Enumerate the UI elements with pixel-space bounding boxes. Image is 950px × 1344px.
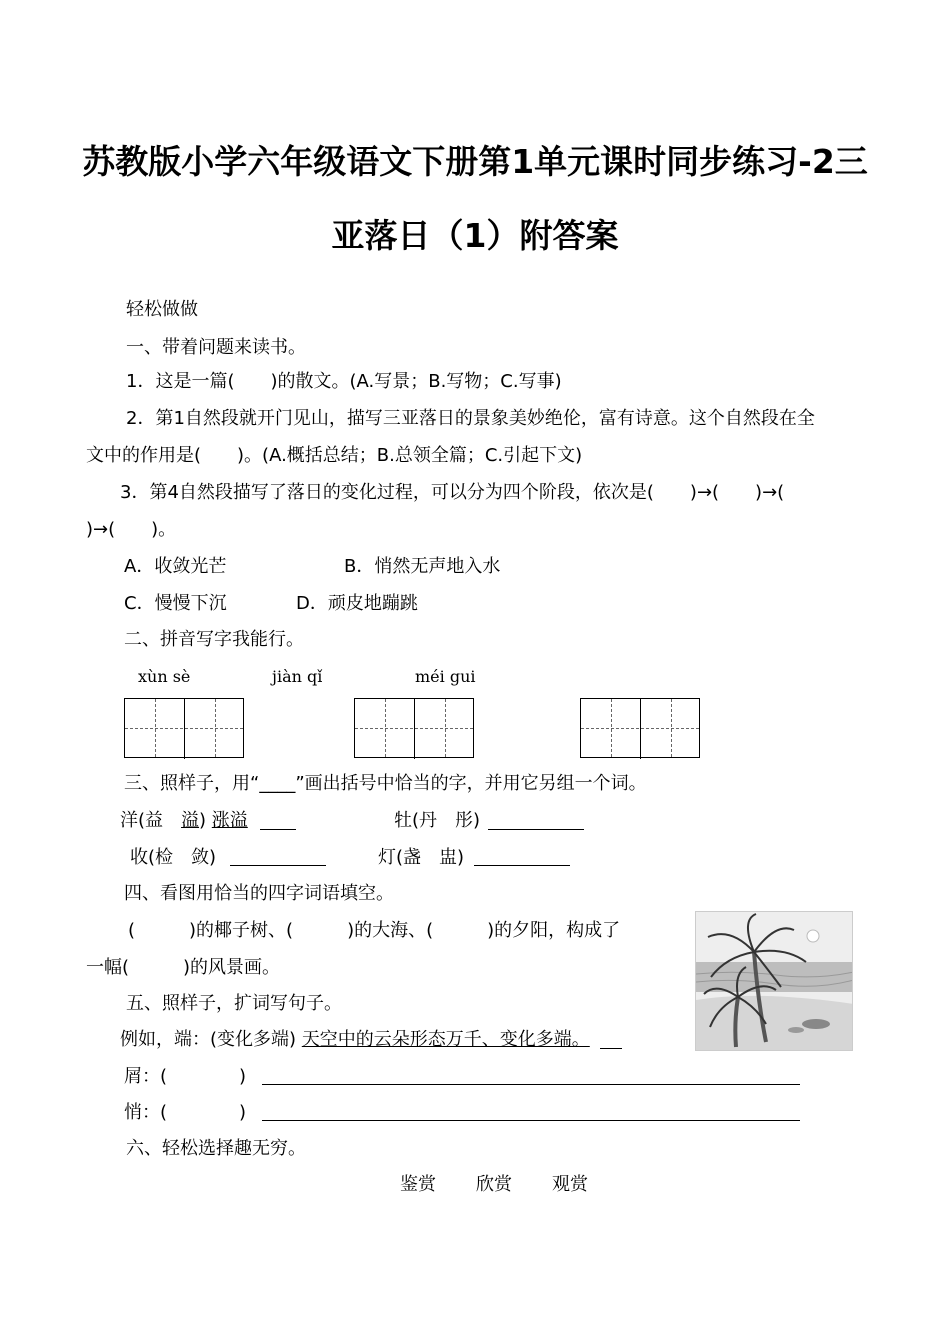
q4-heading: 四、看图用恰当的四字词语填空。 (124, 883, 394, 904)
q4-line-1: ( )的椰子树、( )的大海、( )的夕阳，构成了 (128, 920, 621, 941)
q6-heading: 六、轻松选择趣无穷。 (126, 1138, 306, 1159)
q3-example-1 (120, 810, 248, 832)
q1-item-1: 1．这是一篇( )的散文。(A.写景；B.写物；C.写事) (126, 371, 562, 392)
q1-option-d: D．顽皮地蹦跳 (296, 593, 418, 614)
q5-example (120, 1029, 590, 1051)
writing-grid-2[interactable] (354, 698, 474, 758)
q6-word-1: 鉴赏 (400, 1174, 436, 1195)
q6-word-3: 观赏 (552, 1174, 588, 1195)
q3-example-1-answer: 溢 (181, 810, 200, 831)
page-title-line-2: 亚落日（1）附答案 (331, 216, 619, 255)
q3-item-3: 收(检 敛) (130, 847, 217, 868)
q3-item-4: 灯(盏 盅) (378, 847, 465, 868)
palm-tree-icon (696, 912, 853, 1051)
q1-heading: 一、带着问题来读书。 (126, 337, 306, 358)
q1-item-3-line-2: )→( )。 (86, 519, 177, 540)
pinyin-2: jiàn qǐ (272, 667, 323, 686)
q1-option-c: C．慢慢下沉 (124, 593, 227, 614)
q3-example-1-word: 涨溢 (211, 810, 248, 831)
q5-item-2-blank[interactable] (262, 1120, 800, 1121)
q1-option-b: B．悄然无声地入水 (344, 556, 501, 577)
writing-grid-3[interactable] (580, 698, 700, 758)
q3-example-1-prefix: 洋(益 (120, 810, 182, 831)
q5-item-1: 屑：( ) (124, 1066, 247, 1087)
section-intro: 轻松做做 (126, 299, 198, 320)
q3-item-2-blank[interactable] (488, 829, 584, 830)
q4-line-2: 一幅( )的风景画。 (86, 957, 281, 978)
q5-example-prefix: 例如，端：(变化多端) (120, 1029, 297, 1050)
q1-item-2-line-1: 2．第1自然段就开门见山，描写三亚落日的景象美妙绝伦，富有诗意。这个自然段在全 (126, 408, 815, 429)
q5-item-1-blank[interactable] (262, 1084, 800, 1085)
pinyin-3: méi gui (415, 667, 476, 686)
q1-option-a: A．收敛光芒 (124, 556, 227, 577)
q5-item-2: 悄：( ) (124, 1102, 247, 1123)
q3-example-1-suffix: ) (199, 810, 207, 831)
q5-example-sentence: 天空中的云朵形态万千、变化多端。 (301, 1029, 590, 1050)
page-title-line-1: 苏教版小学六年级语文下册第1单元课时同步练习-2三 (82, 142, 868, 181)
q1-item-2-line-2: 文中的作用是( )。(A.概括总结；B.总领全篇；C.引起下文) (86, 445, 583, 466)
q5-example-underline-extension (600, 1048, 622, 1049)
pinyin-1: xùn sè (138, 667, 191, 686)
q3-item-4-blank[interactable] (474, 865, 570, 866)
q3-heading: 三、照样子，用“____”画出括号中恰当的字，并用它另组一个词。 (124, 773, 647, 794)
q3-item-3-blank[interactable] (230, 865, 326, 866)
q3-item-2: 牡(丹 彤) (394, 810, 481, 831)
beach-palm-tree-illustration (695, 911, 853, 1051)
writing-grid-1[interactable] (124, 698, 244, 758)
q1-item-3-line-1: 3．第4自然段描写了落日的变化过程，可以分为四个阶段，依次是( )→( )→( (120, 482, 785, 503)
q5-heading: 五、照样子，扩词写句子。 (126, 993, 342, 1014)
q2-heading: 二、拼音写字我能行。 (124, 629, 304, 650)
q3-example-1-blank (260, 829, 296, 830)
q6-word-2: 欣赏 (476, 1174, 512, 1195)
